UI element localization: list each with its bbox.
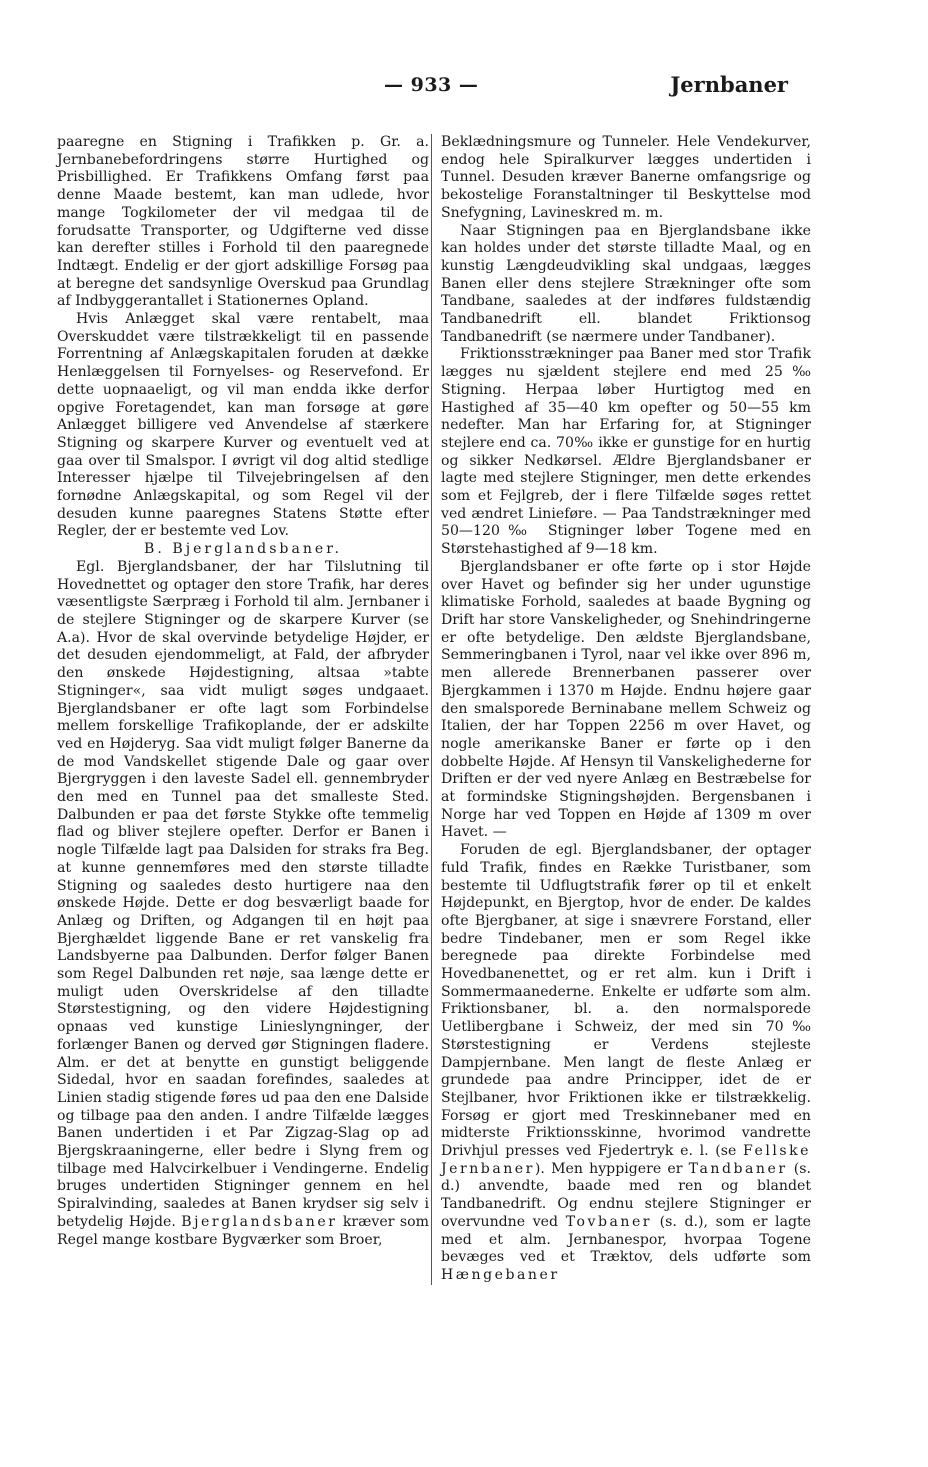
emphasized-term: Hængebaner — [441, 1267, 560, 1283]
column-divider — [431, 134, 432, 1285]
page-number: — 933 — — [384, 74, 479, 96]
paragraph-text: Egl. Bjerglandsbaner, der har Tilslutning til Hovednettet og optager den store Trafik, har deres væsentligste Særpræg i Forhold til alm. Jernbaner i de stejlere Stigninger og de skarpere Kurver (se A.a). Hvor de skal overvinde betydelige Højder, er det desuden ejendommeligt, at Fald, der afbryder den ønskede Højdestigning, altsaa »tabte Stigninger«, saa vidt muligt søges undgaaet. Bjerglandsbaner er ofte lagt som Forbindelse mellem forskellige Trafikoplande, der er adskilte ved en Højderyg. Saa vidt muligt følger Banerne da de mod Vandskellet stigende Dale og gaar over Bjergryggen i den laveste Sadel ell. gennembryder den med en Tunnel paa det smalleste Sted. Dalbunden er paa det første Stykke ofte temmelig flad og bliver stejlere opefter. Derfor er Banen i nogle Tilfælde lagt paa Dalsiden for straks fra Beg. at kunne gennemføres med den største tilladte Stigning og saaledes desto hurtigere naa den ønskede Højde. Dette er dog besværligt baade for Anlæg og Driften, og Adgangen til en højt paa Bjerghældet liggende Bane er ret vanskelig fra Landsbyerne paa Dalbunden. Derfor følger Banen som Regel Dalbunden ret nøje, saa længe dette er muligt uden Overskridelse af den tilladte Størstestigning, og den videre Højdestigning opnaas ved kunstige Linieslyngninger, der forlænger Banen og derved gør Stigningen fladere. Alm. er det at benytte en gunstigt beliggende Sidedal, hvor en saadan forefindes, saaledes at Linien stadig stigende føres ud paa den ene Dalside og tilbage paa den anden. I andre Tilfælde lægges Banen undertiden i et Par Zigzag-Slag op ad Bjergskraaningerne, eller bedre i Slyng frem og tilbage med Halvcirkelbuer i Vendingerne. Endelig bruges undertiden Stigninger gennem en hel Spiralvinding, saaledes at Banen krydser sig selv i betydelig Højde. — [57, 558, 429, 1230]
paragraph: paaregne en Stigning i Trafikken p. Gr. a. Jernbanebefordringens større Hurtighed og Prisbillighed. Er Trafikkens Omfang først paa denne Maade bestemt, kan man udlede, hvor mange Togkilometer der vil medgaa til de forudsatte Transporter, og Udgifterne ved disse kan derefter stilles i Forhold til den paaregnede Indtægt. Endelig er der gjort adskillige Forsøg paa at beregne det sandsynlige Overskud paa Grundlag af Indbyggerantallet i Stationernes Opland. — [57, 134, 429, 310]
emphasized-term: Tandbaner — [688, 1160, 788, 1177]
paragraph: Beklædningsmure og Tunneler. Hele Vendekurver, endog hele Spiralkurver lægges undertiden i Tunnel. Desuden kræver Banerne omfangsrige og bekostelige Foranstaltninger til Beskyttelse mod Snefygning, Lavineskred m. m. — [441, 134, 811, 221]
paragraph: Friktionsstrækninger paa Baner med stor Trafik lægges nu sjældent stejlere end med 25‰ Stigning. Herpaa løber Hurtigtog med en Hastighed af 35—40 km opefter og 50—55 km nedefter. Man har Erfaring for, at Stigninger stejlere end ca. 70‰ ikke er gunstige for en hurtig og sikker Nedkørsel. Ældre Bjerglandsbaner er lagte med stejlere Stigninger, men dette erkendes som et Fejlgreb, der i flere Tilfælde søges rettet ved ændret Linieføre. — Paa Tandstrækninger med 50—120‰ Stigninger løber Togene med en Størstehastighed af 9—18 km. — [441, 346, 811, 558]
right-column — [441, 134, 811, 1285]
emphasized-term: Bjerglandsbaner — [181, 1213, 338, 1230]
subheading: B. Bjerglandsbaner. — [144, 541, 342, 558]
paragraph-text: Foruden de egl. Bjerglandsbaner, der optager fuld Trafik, findes en Række Turistbaner, som bestemte til Udflugtstrafik fører op til et enkelt Højdepunkt, en Bjergtop, hvor de ender. De kaldes ofte Bjergbaner, at sige i snævrere Forstand, eller bedre Tindebaner, men er som Regel ikke beregnede paa direkte Forbindelse med Hovedbanenettet, og er ret alm. kun i Drift i Sommermaanederne. Enkelte er udførte som alm. Friktionsbaner, bl. a. den normalsporede Uetlibergbane i Schweiz, der med sin 70‰ Størstestigning er Verdens stejleste Dampjernbane. Men langt de fleste Anlæg er grundede paa andre Principper, idet de er Stejlbaner, hvor Friktionen ikke er tilstrækkelig. Forsøg er gjort med Treskinnebaner med en midterste Friktionsskinne, hvorimod vandrette Drivhjul presses ved Fjedertryk e. l. (se — [441, 842, 811, 1160]
emphasized-term: Tovbaner — [565, 1213, 653, 1230]
left-column — [57, 134, 429, 1249]
page-header — [0, 74, 928, 104]
section-title: Jernbaner — [670, 72, 788, 97]
paragraph: Hvis Anlægget skal være rentabelt, maa Overskuddet være tilstrækkeligt til en passende Forrentning af Anlægskapitalen foruden at dække Henlæggelsen til Fornyelses- og Reservefond. Er dette uopnaaeligt, og vil man endda ikke derfor opgive Foretagendet, kan man forsøge at gøre Anlægget billigere ved Anvendelse af stærkere Stigning og skarpere Kurver og eventuelt ved at gaa over til Smalspor. I øvrigt vil dog altid stedlige Interesser hjælpe til Tilvejebringelsen af den fornødne Anlægskapital, og som Regel vil der desuden kunne paaregnes Statens Støtte efter Regler, der er bestemte ved Lov. — [57, 311, 429, 540]
paragraph — [57, 559, 429, 1249]
paragraph: Naar Stigningen paa en Bjerglandsbane ikke kan holdes under det største tilladte Maal, og en kunstig Længdeudvikling skal undgaas, lægges Banen eller dens stejlere Strækninger ofte som Tandbane, saaledes at der indføres fuldstændig Tandbanedrift ell. blandet Friktionsog Tandbanedrift (se nærmere under Tandbaner). — [441, 222, 811, 345]
paragraph-text: kræver som Regel mange kostbare Bygværker som Broer, — [57, 1213, 429, 1248]
paragraph-text: (s. d.) anvendte, baade med ren og blandet Tandbanedrift. Og endnu stejlere Stigninger er overvundne ved — [441, 1160, 811, 1230]
paragraph-text: ). Men hyppigere er — [534, 1160, 683, 1177]
emphasized-term: Fellske Jernbaner — [441, 1143, 811, 1177]
paragraph — [441, 842, 811, 1285]
paragraph-text: (s. d.), som er lagte med et alm. Jernbanespor, hvorpaa Togene bevæges ved et Træktov, dels udførte som — [441, 1213, 811, 1266]
paragraph: Bjerglandsbaner er ofte førte op i stor Højde over Havet og befinder sig her under ugunstige klimatiske Forhold, saaledes at baade Bygning og Drift har store Vanskeligheder, og Snehindringerne er ofte betydelige. Den ældste Bjerglandsbane, Semmeringbanen i Tyrol, naar vel ikke over 896 m, men allerede Brennerbanen passerer over Bjergkammen i 1370 m Højde. Endnu højere gaar den smalsporede Berninabane mellem Schweiz og Italien, der har Toppen 2256 m over Havet, og nogle amerikanske Baner er førte op i den dobbelte Højde. Af Hensyn til Vanskelighederne for Driften er der ved nyere Anlæg en Bestræbelse for at formindske Stigningshøjden. Bergensbanen i Norge har ved Toppen en Højde af 1309 m over Havet. — — [441, 558, 811, 841]
